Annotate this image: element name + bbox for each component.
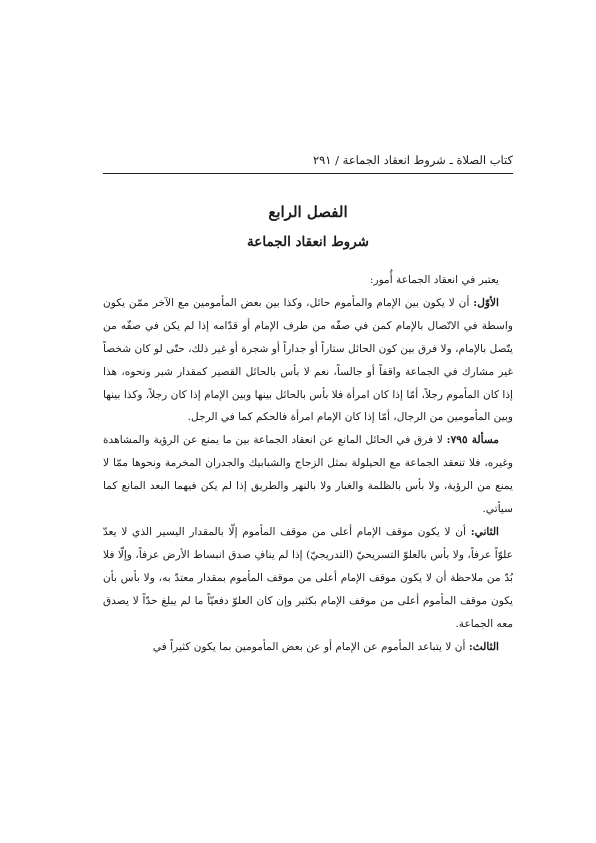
body-text [103, 269, 513, 658]
condition-second-paragraph [103, 521, 513, 636]
paragraph-text: أن لا يتباعد المأموم عن الإمام أو عن بعض المأمومين بما يكون كثيراً في [152, 640, 469, 653]
book-page [103, 150, 513, 658]
paragraph-lead: الثالث: [468, 640, 499, 653]
issue-795-paragraph [103, 429, 513, 521]
paragraph-lead: الأوّل: [473, 296, 499, 309]
running-head: كتاب الصلاة ـ شروط انعقاد الجماعة / ٢٩١ [103, 150, 513, 174]
paragraph-text: يعتبر في انعقاد الجماعة أُمور: [369, 274, 499, 286]
chapter-subtitle: شروط انعقاد الجماعة [247, 234, 369, 250]
chapter-title: الفصل الرابع [268, 203, 348, 221]
intro-paragraph [103, 269, 513, 292]
condition-third-paragraph [103, 636, 513, 659]
paragraph-text: أن لا يكون موقف الإمام أعلى من موقف المأموم إلّا بالمقدار اليسير الذي لا يعدّ علوّاً عرفاً، ولا بأس بالعلوّ التسريحيّ (التدريجيّ) إذا لم ينافِ صدق انبساط الأرض عرفاً، وإلّا فلا بُدّ من ملاحظة أن لا يكون موقف الإمام أعلى من موقف المأموم بمقدار معتدّ به، ولا بأس بأن يكون موقف المأموم أعلى من موقف الإمام بكثير وإن كان العلوّ دفعيّاً ما لم يبلغ حدّاً لا يصدق معه الجماعة. [103, 525, 513, 630]
paragraph-text: أن لا يكون بين الإمام والمأموم حائل، وكذا بين بعض المأمومين مع الآخر ممّن يكون واسطة في الاتّصال بالإمام كمن في صفّه من طرف الإمام أو قدّامه إذا لم يكن في صفّه من يتّصل بالإمام، ولا فرق بين كون الحائل ستاراً أو جداراً أو شجرة أو غير ذلك، حتّى لو كان شخصاً غير مشارك في الجماعة واقفاً أو جالساً، نعم لا بأس بالحائل القصير كمقدار شبر ونحوه، هذا إذا كان المأموم رجلاً، أمّا إذا كان امرأة فلا بأس بالحائل بينها وبين الإمام إذا كان رجلاً، وكذا بينها وبين المأمومين من الرجال، أمّا إذا كان الإمام امرأة فالحكم كما في الرجل. [103, 296, 513, 424]
condition-first-paragraph [103, 292, 513, 429]
paragraph-lead: الثاني: [470, 525, 499, 538]
paragraph-lead: مسألة ٧٩٥: [446, 434, 499, 447]
paragraph-text: لا فرق في الحائل المانع عن انعقاد الجماعة بين ما يمنع عن الرؤية والمشاهدة وغيره، فلا تنعقد الجماعة مع الحيلولة بمثل الزجاج والشبابيك والجدران المخرمة ونحوها ممّا لا يمنع من الرؤية، ولا بأس بالظلمة والغبار ولا بالنهر والطريق إذا لم يكن فيهما البعد المانع كما سيأتي. [103, 434, 513, 516]
